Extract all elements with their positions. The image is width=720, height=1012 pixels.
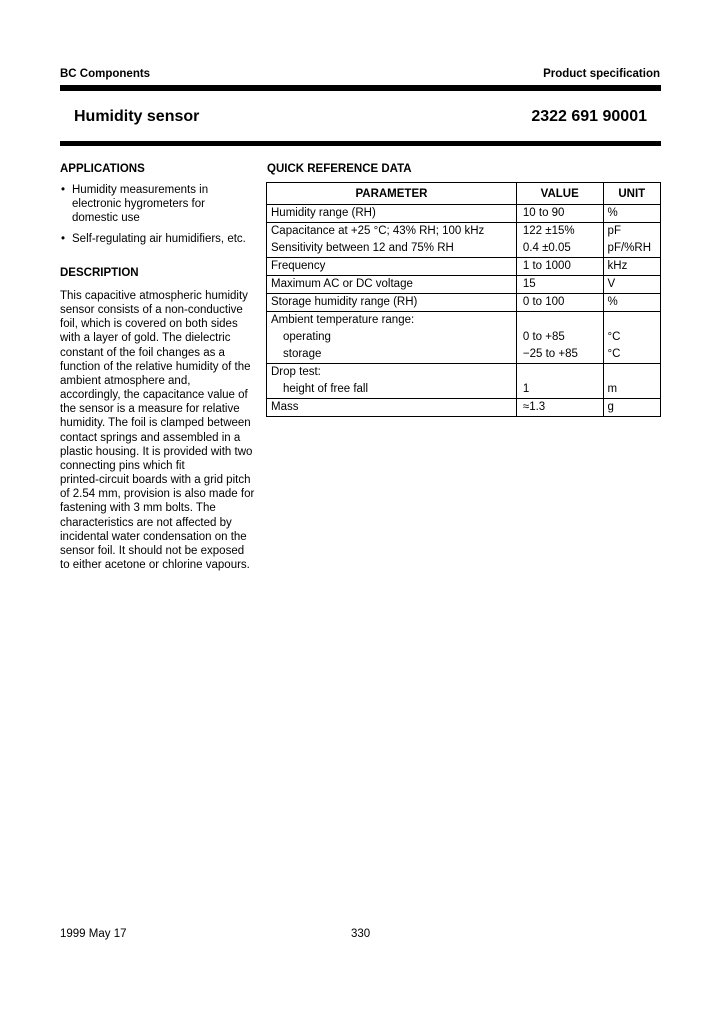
description-line: contact springs and assembled in a: [60, 431, 241, 444]
parameter-cell: Frequency: [267, 258, 517, 276]
value-cell: 1: [516, 364, 603, 399]
description-line: the sensor is a measure for relative: [60, 403, 240, 416]
parameter-cell: Capacitance at +25 °C; 43% RH; 100 kHz Sensitivity between 12 and 75% RH: [267, 223, 517, 258]
unit-cell: °C °C: [603, 312, 660, 364]
description-line: with a layer of gold. The dielectric: [60, 332, 231, 345]
value-cell: ≈1.3: [516, 399, 603, 417]
bullet-icon: •: [61, 184, 66, 196]
description-line: fastening with 3 mm bolts. The: [60, 502, 216, 515]
description-line: humidity. The foil is clamped between: [60, 417, 251, 430]
title-rule: [60, 141, 661, 146]
col-header-parameter: PARAMETER: [267, 183, 517, 205]
list-item: • Self-regulating air humidifiers, etc.: [61, 232, 246, 245]
footer-date: 1999 May 17: [60, 928, 127, 940]
parameter-cell: Ambient temperature range: operating storage: [267, 312, 517, 364]
bullet-icon: •: [61, 232, 66, 245]
parameter-cell: Storage humidity range (RH): [267, 294, 517, 312]
description-line: of 2.54 mm, provision is also made for: [60, 488, 255, 501]
value-cell: 122 ±15% 0.4 ±0.05: [516, 223, 603, 258]
table-row: [267, 205, 661, 223]
col-header-unit: UNIT: [603, 183, 660, 205]
table-header-row: [267, 183, 661, 205]
value-cell: 0 to +85 −25 to +85: [516, 312, 603, 364]
description-line: connecting pins which fit: [60, 459, 185, 472]
table-row: [267, 258, 661, 276]
quick-reference-table: [266, 182, 661, 417]
description-line: printed-circuit boards with a grid pitch: [60, 474, 251, 487]
col-header-value: VALUE: [516, 183, 603, 205]
value-cell: 1 to 1000: [516, 258, 603, 276]
value-cell: 0 to 100: [516, 294, 603, 312]
parameter-cell: Maximum AC or DC voltage: [267, 276, 517, 294]
description-line: function of the relative humidity of the: [60, 360, 251, 373]
unit-cell: %: [603, 294, 660, 312]
description-text: [60, 289, 255, 572]
value-cell: 15: [516, 276, 603, 294]
company-name: BC Components: [60, 68, 151, 80]
parameter-cell: Humidity range (RH): [267, 205, 517, 223]
parameter-cell: Mass: [267, 399, 517, 417]
description-line: sensor foil. It should not be exposed: [60, 544, 245, 557]
description-line: sensor consists of a non-conductive: [60, 304, 243, 317]
part-number: 2322 691 90001: [531, 108, 647, 125]
description-line: characteristics are not affected by: [60, 516, 232, 529]
value-cell: 10 to 90: [516, 205, 603, 223]
applications-list: [60, 183, 255, 252]
description-line: to either acetone or chlorine vapours.: [60, 558, 250, 571]
table-row: [267, 223, 661, 258]
qrd-heading: QUICK REFERENCE DATA: [267, 163, 412, 175]
description-line: ambient atmosphere and,: [60, 374, 191, 387]
parameter-cell: Drop test: height of free fall: [267, 364, 517, 399]
table-row: [267, 312, 661, 364]
unit-cell: %: [603, 205, 660, 223]
table-row: [267, 276, 661, 294]
unit-cell: kHz: [603, 258, 660, 276]
description-line: This capacitive atmospheric humidity: [60, 290, 248, 302]
description-line: constant of the foil changes as a: [60, 346, 225, 359]
document-type: Product specification: [543, 68, 660, 80]
table-row: [267, 294, 661, 312]
unit-cell: m: [603, 364, 660, 399]
page-number: 330: [351, 928, 371, 940]
page-title: Humidity sensor: [74, 108, 200, 125]
description-line: plastic housing. It is provided with two: [60, 445, 253, 458]
unit-cell: g: [603, 399, 660, 417]
header-rule: [60, 85, 661, 91]
applications-heading: APPLICATIONS: [60, 163, 145, 175]
description-line: foil, which is covered on both sides: [60, 318, 238, 331]
unit-cell: V: [603, 276, 660, 294]
unit-cell: pF pF/%RH: [603, 223, 660, 258]
list-item: • Humidity measurements in electronic hygrometers for domestic use: [61, 184, 209, 225]
description-line: incidental water condensation on the: [60, 530, 247, 543]
table-row: [267, 399, 661, 417]
description-heading: DESCRIPTION: [60, 267, 139, 279]
table-row: [267, 364, 661, 399]
description-line: accordingly, the capacitance value of: [60, 389, 248, 402]
